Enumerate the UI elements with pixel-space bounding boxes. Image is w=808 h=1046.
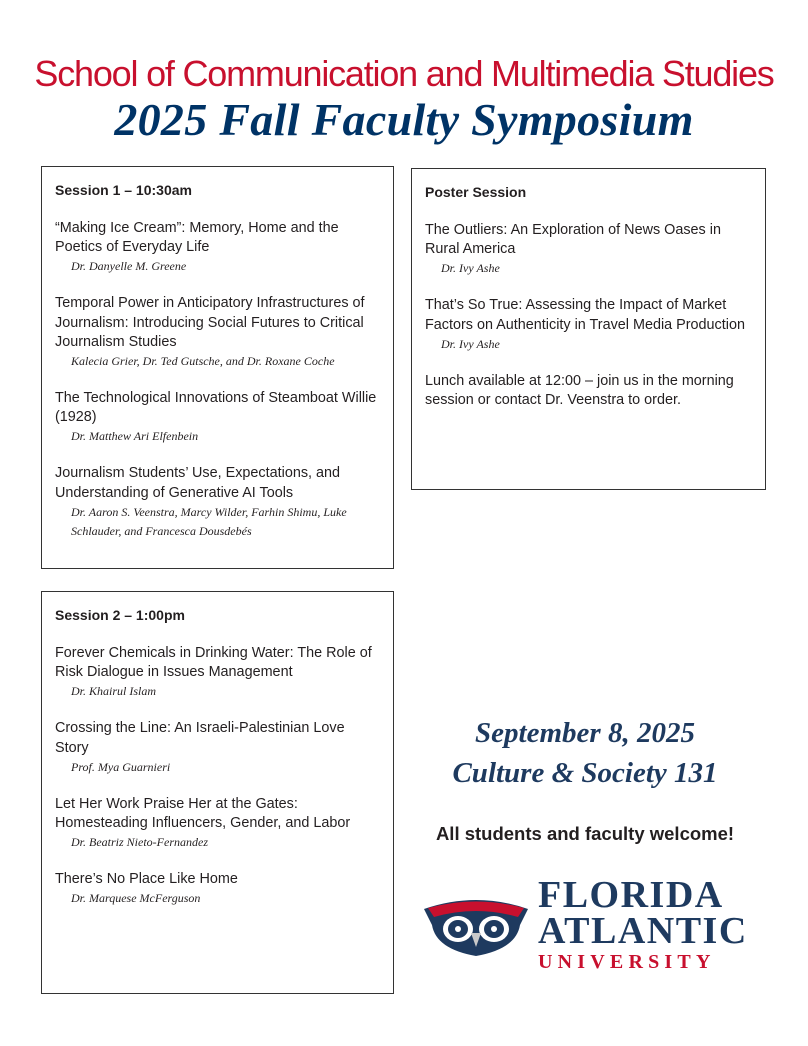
talk-authors: Prof. Mya Guarnieri	[71, 759, 171, 774]
talk-title: Let Her Work Praise Her at the Gates: Homesteading Influencers, Gender, and Labor	[55, 795, 351, 832]
fau-atlantic: ATLANTIC	[538, 910, 748, 952]
talk-item	[55, 464, 380, 540]
session-2-title: Session 2 – 1:00pm	[55, 607, 185, 623]
talk-authors: Dr. Danyelle M. Greene	[71, 259, 187, 274]
fau-florida: FLORIDA	[538, 874, 724, 916]
talk-item	[55, 719, 380, 776]
talk-authors: Dr. Ivy Ashe	[441, 336, 500, 351]
talk-authors: Dr. Khairul Islam	[71, 684, 157, 699]
talk-authors: Dr. Ivy Ashe	[441, 261, 500, 276]
talk-item	[55, 644, 380, 701]
poster-session-box	[411, 168, 766, 490]
talk-item	[55, 870, 380, 908]
poster-session-title: Poster Session	[425, 184, 527, 200]
talk-title: Crossing the Line: An Israeli-Palestinian Love Story	[55, 720, 345, 756]
talk-item	[55, 795, 380, 852]
session-1-title: Session 1 – 10:30am	[55, 182, 192, 198]
talk-authors: Dr. Marquese McFerguson	[71, 891, 201, 906]
talk-item	[55, 219, 380, 276]
talk-item	[425, 221, 752, 278]
talk-title: Journalism Students’ Use, Expectations, and Understanding of Generative AI Tools	[55, 465, 341, 501]
owl-icon	[422, 895, 530, 957]
talk-authors: Dr. Aaron S. Veenstra, Marcy Wilder, Farhin Shimu, Luke Schlauder, and Francesca Dousdebés	[71, 504, 347, 538]
session-1-box	[41, 166, 394, 569]
welcome-note: All students and faculty welcome!	[435, 823, 735, 844]
talk-title: Temporal Power in Anticipatory Infrastructures of Journalism: Introducing Social Futures to Critical Journalism Studies	[55, 295, 365, 350]
fau-logo	[420, 874, 760, 977]
talk-item	[55, 294, 380, 371]
event-title: 2025 Fall Faculty Symposium	[114, 94, 694, 145]
talk-title: The Technological Innovations of Steamboat Willie (1928)	[55, 390, 377, 426]
talk-authors: Dr. Beatriz Nieto-Fernandez	[71, 835, 208, 850]
talk-title: The Outliers: An Exploration of News Oases in Rural America	[425, 222, 721, 258]
talk-authors: Kalecia Grier, Dr. Ted Gutsche, and Dr. Roxane Coche	[71, 354, 335, 369]
talk-title: There’s No Place Like Home	[55, 871, 238, 888]
session-2-box	[41, 591, 394, 994]
talk-title: “Making Ice Cream”: Memory, Home and the Poetics of Everyday Life	[55, 220, 339, 256]
talk-item	[55, 389, 380, 446]
talk-item	[425, 296, 752, 353]
talk-title: Forever Chemicals in Drinking Water: The Role of Risk Dialogue in Issues Management	[55, 645, 372, 681]
event-location: Culture & Society 131	[452, 757, 718, 789]
fau-wordmark	[538, 874, 748, 974]
fau-university: UNIVERSITY	[538, 951, 716, 973]
event-date: September 8, 2025	[475, 717, 695, 749]
talk-title: That’s So True: Assessing the Impact of Market Factors on Authenticity in Travel Media Production	[425, 297, 745, 333]
talk-authors: Dr. Matthew Ari Elfenbein	[71, 429, 199, 444]
school-name: School of Communication and Multimedia Studies	[34, 53, 774, 94]
lunch-note: Lunch available at 12:00 – join us in the morning session or contact Dr. Veenstra to order.	[425, 372, 734, 409]
